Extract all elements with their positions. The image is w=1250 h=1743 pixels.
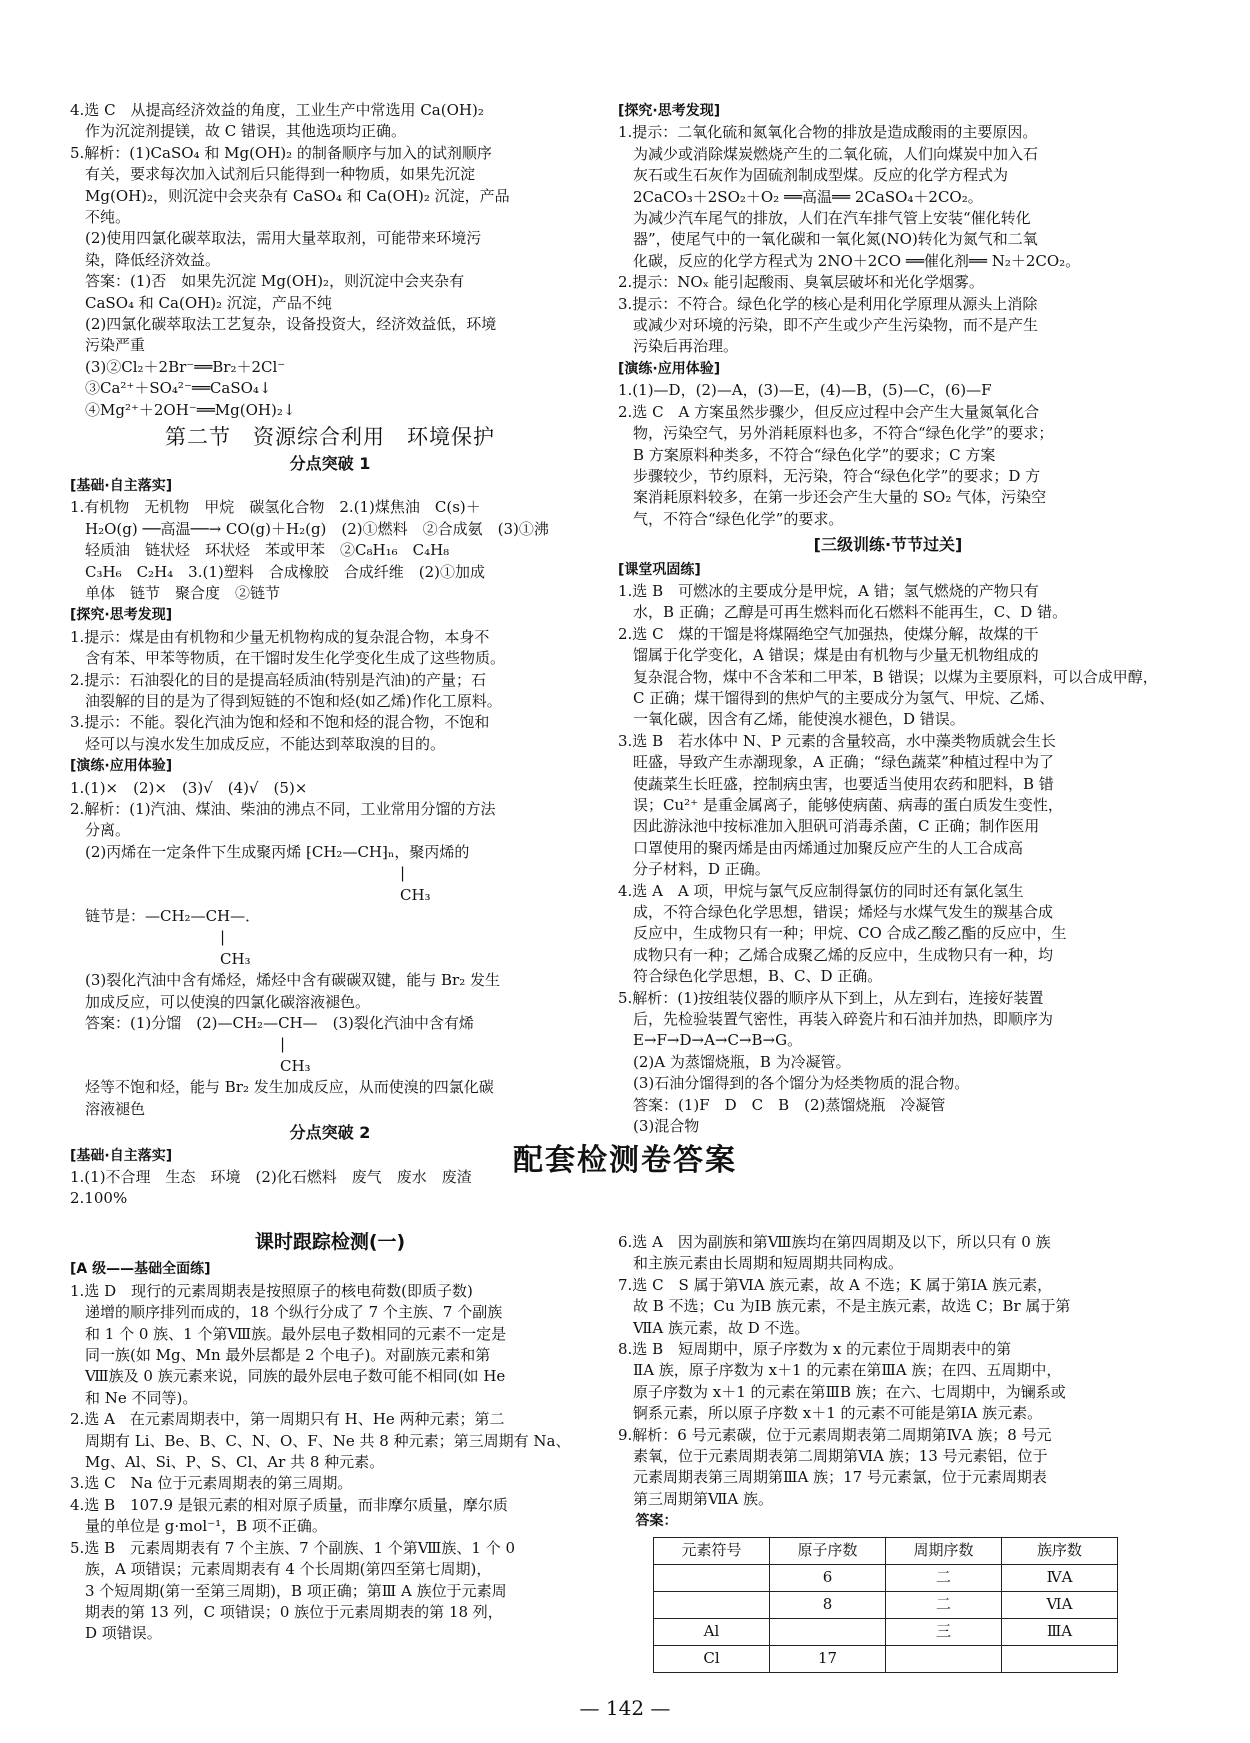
text-line: 烃等不饱和烃，能与 Br₂ 发生加成反应，从而使溴的四氯化碳 — [70, 1078, 494, 1097]
table-row — [654, 1591, 1118, 1618]
text-line: 和主族元素由长周期和短周期共同构成。 — [618, 1254, 904, 1273]
text-line: 3.选 B 若水体中 N、P 元素的含量较高，水中藻类物质就会生长 — [618, 731, 1056, 750]
text-line: (3)混合物 — [618, 1117, 700, 1136]
text-line: (2)使用四氯化碳萃取法，需用大量萃取剂，可能带来环境污 — [70, 229, 482, 248]
text-line: 符合绿色化学思想，B、C、D 正确。 — [618, 967, 883, 986]
text-line: 第三周期第ⅦA 族。 — [618, 1489, 773, 1508]
text-line: 含有苯、甲苯等物质，在干馏时发生化学变化生成了这些物质。 — [70, 649, 506, 668]
text-line: 器”，使尾气中的一氧化碳和一氧化氮(NO)转化为氮气和二氧 — [618, 230, 1038, 249]
text-line: 灰石或生石灰作为固硫剂制成型煤。反应的化学方程式为 — [618, 166, 1009, 185]
intro-answers — [70, 100, 590, 421]
table-cell: ⅣA — [1002, 1564, 1118, 1591]
text-line: 一氧化碳，因含有乙烯，能使溴水褪色，D 错误。 — [618, 710, 965, 729]
text-line: 故 B 不选；Cu 为ⅠB 族元素，不是主族元素，故选 C；Br 属于第 — [618, 1297, 1071, 1316]
text-line: 污染后再治理。 — [618, 337, 739, 356]
text-line: 8.选 B 短周期中，原子序数为 x 的元素位于周期表中的第 — [618, 1340, 1012, 1359]
text-line: 步骤较少，节约原料，无污染，符合“绿色化学”的要求；D 方 — [618, 466, 1041, 485]
text-line: 4.选 A A 项，甲烷与氯气反应制得氯仿的同时还有氯化氢生 — [618, 881, 1024, 900]
table-cell: ⅢA — [1002, 1618, 1118, 1645]
top-right-column — [618, 100, 1158, 1138]
text-line: (3)②Cl₂＋2Br⁻══Br₂＋2Cl⁻ — [70, 357, 286, 376]
text-line: 答案：(1)否 如果先沉淀 Mg(OH)₂，则沉淀中会夹杂有 — [70, 272, 465, 291]
text-line: 7.选 C S 属于第ⅥA 族元素，故 A 不选；K 属于第ⅠA 族元素， — [618, 1275, 1053, 1294]
text-line: ⅡA 族，原子序数为 x＋1 的元素在第ⅢA 族；在四、五周期中， — [618, 1361, 1062, 1380]
answer-table — [653, 1537, 1118, 1673]
table-header-cell: 族序数 — [1002, 1537, 1118, 1564]
text-line: 答案：(1)F D C B (2)蒸馏烧瓶 冷凝管 — [618, 1095, 946, 1114]
explore-block-1 — [70, 627, 590, 755]
text-line: H₂O(g) ──高温──→ CO(g)＋H₂(g) (2)①燃料 ②合成氨 (3)①沸 — [70, 519, 549, 538]
text-line: ④Mg²⁺＋2OH⁻══Mg(OH)₂↓ — [70, 400, 296, 419]
table-cell: Cl — [654, 1645, 770, 1672]
test-answers-left — [70, 1281, 590, 1645]
table-cell: 8 — [770, 1591, 886, 1618]
table-cell — [770, 1618, 886, 1645]
text-line: 5.解析：(1)CaSO₄ 和 Mg(OH)₂ 的制备顺序与加入的试剂顺序 — [70, 143, 492, 162]
test-title: 课时跟踪检测(一) — [254, 1231, 406, 1253]
text-line: C 正确；煤干馏得到的焦炉气的主要成分为氢气、甲烷、乙烯、 — [618, 688, 1055, 707]
text-line: 2CaCO₃＋2SO₂＋O₂ ══高温══ 2CaSO₄＋2CO₂。 — [618, 187, 983, 206]
text-line: (2)A 为蒸馏烧瓶，B 为冷凝管。 — [618, 1052, 851, 1071]
table-header-cell: 原子序数 — [770, 1537, 886, 1564]
text-line: B 方案原料种类多，不符合“绿色化学”的要求；C 方案 — [618, 445, 996, 464]
text-line: 油裂解的目的是为了得到短链的不饱和烃(如乙烯)作化工原料。 — [70, 691, 502, 710]
text-line: 成物只有一种；乙烯合成聚乙烯的反应中，生成物只有一种，均 — [618, 945, 1054, 964]
text-line: 1.提示：煤是由有机物和少量无机物构成的复杂混合物，本身不 — [70, 627, 490, 646]
class-label: [课堂巩固练] — [618, 561, 701, 578]
text-line: 2.100% — [70, 1189, 128, 1208]
text-line: 1.(1)× (2)× (3)√ (4)√ (5)× — [70, 778, 308, 797]
sub-heading-2: 分点突破 2 — [289, 1123, 371, 1143]
table-cell: 二 — [886, 1591, 1002, 1618]
text-line: 分子材料，D 正确。 — [618, 860, 770, 879]
text-line: 答案：(1)分馏 (2)—CH₂—CH— (3)裂化汽油中含有烯 — [70, 1014, 474, 1033]
text-line: (3)石油分馏得到的各个馏分为烃类物质的混合物。 — [618, 1074, 970, 1093]
text-line: 成，不符合绿色化学思想，错误；烯烃与水煤气发生的羰基合成 — [618, 903, 1054, 922]
text-line: 2.选 A 在元素周期表中，第一周期只有 H、He 两种元素；第二 — [70, 1410, 505, 1429]
table-header-cell: 元素符号 — [654, 1537, 770, 1564]
training-heading: [三级训练·节节过关] — [813, 535, 963, 555]
text-line: 或减少对环境的污染，即不产生或少产生污染物，而不是产生 — [618, 316, 1039, 335]
table-row — [654, 1645, 1118, 1672]
text-line: 使蔬菜生长旺盛，控制病虫害，也要适当使用农药和肥料，B 错 — [618, 774, 1054, 793]
page-number: — 142 — — [579, 1696, 671, 1720]
table-cell: Al — [654, 1618, 770, 1645]
text-line: 污染严重 — [70, 336, 146, 355]
text-line: 1.(1)—D，(2)—A，(3)—E，(4)—B，(5)—C，(6)—F — [618, 381, 992, 400]
text-line: 加成反应，可以使溴的四氯化碳溶液褪色。 — [70, 992, 371, 1011]
bottom-left-column — [70, 1232, 590, 1645]
answer-label: 答案： — [635, 1513, 678, 1530]
text-line: 5.选 B 元素周期表有 7 个主族、7 个副族、1 个第Ⅷ族、1 个 0 — [70, 1538, 516, 1557]
practice-block-2 — [618, 380, 1158, 530]
text-line: 2.提示：石油裂化的目的是提高轻质油(特别是汽油)的产量；石 — [70, 670, 487, 689]
text-line: 不纯。 — [70, 208, 131, 227]
table-cell — [654, 1564, 770, 1591]
text-line: 复杂混合物，煤中不含苯和二甲苯，B 错误；以煤为主要原料，可以合成甲醇， — [618, 667, 1158, 686]
text-line: 3 个短周期(第一至第三周期)，B 项正确；第Ⅲ A 族位于元素周 — [70, 1581, 507, 1600]
text-line: 化碳，反应的化学方程式为 2NO＋2CO ══催化剂══ N₂＋2CO₂。 — [618, 251, 1081, 270]
text-line: D 项错误。 — [70, 1624, 162, 1643]
table-cell: 三 — [886, 1618, 1002, 1645]
text-line: 5.解析：(1)按组装仪器的顺序从下到上，从左到右，连接好装置 — [618, 988, 1044, 1007]
text-line: 量的单位是 g·mol⁻¹，B 项不正确。 — [70, 1517, 327, 1536]
basic-block-1 — [70, 497, 590, 604]
practice-label-2: [演练·应用体验] — [618, 360, 721, 377]
text-line: | — [70, 864, 406, 883]
text-line: 3.提示：不能。裂化汽油为饱和烃和不饱和烃的混合物，不饱和 — [70, 713, 490, 732]
text-line: 族，A 项错误；元素周期表有 4 个长周期(第四至第七周期)， — [70, 1560, 492, 1579]
text-line: (2)四氯化碳萃取法工艺复杂，设备投资大，经济效益低，环境 — [70, 315, 497, 334]
text-line: 周期有 Li、Be、B、C、N、O、F、Ne 共 8 种元素；第三周期有 Na、 — [70, 1431, 571, 1450]
class-block — [618, 581, 1158, 1138]
text-line: 1.(1)不合理 生态 环境 (2)化石燃料 废气 废水 废渣 — [70, 1167, 472, 1186]
test-answers-right — [618, 1232, 1158, 1510]
practice-block-1 — [70, 778, 590, 1121]
text-line: 4.选 B 107.9 是银元素的相对原子质量，而非摩尔质量，摩尔质 — [70, 1495, 508, 1514]
text-line: 案消耗原料较多，在第一步还会产生大量的 SO₂ 气体，污染空 — [618, 488, 1047, 507]
text-line: CH₃ — [70, 885, 431, 904]
text-line: 1.选 D 现行的元素周期表是按照原子的核电荷数(即质子数) — [70, 1281, 473, 1300]
practice-label-1: [演练·应用体验] — [70, 758, 173, 775]
top-left-column — [70, 100, 590, 1210]
text-line: CH₃ — [70, 949, 251, 968]
text-line: (2)丙烯在一定条件下生成聚丙烯 ⁅CH₂—CH⁆ₙ，聚丙烯的 — [70, 842, 470, 861]
text-line: 9.解析：6 号元素碳，位于元素周期表第二周期第ⅣA 族；8 号元 — [618, 1425, 1052, 1444]
text-line: 后，先检验装置气密性，再装入碎瓷片和石油并加热，即顺序为 — [618, 1010, 1054, 1029]
text-line: 素氧，位于元素周期表第二周期第ⅥA 族；13 号元素铝，位于 — [618, 1447, 1048, 1466]
basic-block-2 — [70, 1167, 590, 1210]
basic-label-1: [基础·自主落实] — [70, 477, 173, 494]
text-line: 锕系元素，所以原子序数 x＋1 的元素不可能是第ⅠA 族元素。 — [618, 1404, 1043, 1423]
text-line: CaSO₄ 和 Ca(OH)₂ 沉淀，产品不纯 — [70, 293, 332, 312]
text-line: 误；Cu²⁺ 是重金属离子，能够使病菌、病毒的蛋白质发生变性， — [618, 796, 1063, 814]
text-line: Ⅷ族及 0 族元素来说，同族的最外层电子数可能不相同(如 He — [70, 1367, 506, 1386]
text-line: 染，降低经济效益。 — [70, 250, 221, 269]
text-line: Mg(OH)₂，则沉淀中会夹杂有 CaSO₄ 和 Ca(OH)₂ 沉淀，产品 — [70, 186, 510, 205]
text-line: C₃H₆ C₂H₄ 3.(1)塑料 合成橡胶 合成纤维 (2)①加成 — [70, 562, 485, 581]
text-line: 水，B 正确；乙醇是可再生燃料而化石燃料不能再生，C、D 错。 — [618, 603, 1068, 622]
text-line: 为减少汽车尾气的排放，人们在汽车排气管上安装“催化转化 — [618, 209, 1031, 228]
text-line: 2.解析：(1)汽油、煤油、柴油的沸点不同，工业常用分馏的方法 — [70, 800, 496, 818]
text-line: 为减少或消除煤炭燃烧产生的二氧化硫，人们向煤炭中加入石 — [618, 144, 1039, 163]
explore-label-2: [探究·思考发现] — [618, 103, 721, 119]
text-line: E→F→D→A→C→B→G。 — [618, 1031, 803, 1050]
table-row — [654, 1564, 1118, 1591]
level-label: [A 级——基础全面练] — [70, 1261, 211, 1278]
table-cell: 6 — [770, 1564, 886, 1591]
sub-heading-1: 分点突破 1 — [289, 453, 371, 473]
text-line: Mg、Al、Si、P、S、Cl、Ar 共 8 种元素。 — [70, 1453, 385, 1472]
table-cell: ⅥA — [1002, 1591, 1118, 1618]
text-line: 物，污染空气，另外消耗原料也多，不符合“绿色化学”的要求； — [618, 424, 1054, 443]
text-line: 口罩使用的聚丙烯是由丙烯通过加聚反应产生的人工合成高 — [618, 838, 1024, 857]
text-line: 递增的顺序排列而成的，18 个纵行分成了 7 个主族、7 个副族 — [70, 1303, 503, 1322]
explore-block-2 — [618, 122, 1158, 357]
text-line: 6.选 A 因为副族和第Ⅷ族均在第四周期及以下，所以只有 0 族 — [618, 1233, 1051, 1251]
table-cell — [654, 1591, 770, 1618]
text-line: 链节是：—CH₂—CH—． — [70, 907, 261, 926]
explore-label-1: [探究·思考发现] — [70, 607, 173, 624]
text-line: 4.选 C 从提高经济效益的角度，工业生产中常选用 Ca(OH)₂ — [70, 101, 484, 119]
text-line: 有关，要求每次加入试剂后只能得到一种物质，如果先沉淀 — [70, 165, 476, 184]
text-line: 1.选 B 可燃冰的主要成分是甲烷，A 错；氢气燃烧的产物只有 — [618, 581, 1039, 600]
text-line: 反应中，生成物只有一种；甲烷、CO 合成乙酸乙酯的反应中，生 — [618, 924, 1067, 943]
text-line: 2.提示：NOₓ 能引起酸雨、臭氧层破坏和光化学烟雾。 — [618, 273, 984, 292]
text-line: 因此游泳池中按标准加入胆矾可消毒杀菌，C 正确；制作医用 — [618, 817, 1040, 836]
text-line: 3.提示：不符合。绿色化学的核心是利用化学原理从源头上消除 — [618, 294, 1038, 313]
text-line: 期表的第 13 列，C 项错误；0 族位于元素周期表的第 18 列， — [70, 1602, 503, 1621]
text-line: (3)裂化汽油中含有烯烃，烯烃中含有碳碳双键，能与 Br₂ 发生 — [70, 971, 500, 990]
table-cell: 二 — [886, 1564, 1002, 1591]
text-line: 1.有机物 无机物 甲烷 碳氢化合物 2.(1)煤焦油 C(s)＋ — [70, 498, 481, 517]
text-line: | — [70, 928, 226, 947]
section-title: 第二节 资源综合利用 环境保护 — [165, 425, 495, 450]
text-line: 分离。 — [70, 821, 131, 840]
table-cell: 17 — [770, 1645, 886, 1672]
text-line: 单体 链节 聚合度 ②链节 — [70, 583, 281, 602]
text-line: 和 1 个 0 族、1 个第Ⅷ族。最外层电子数相同的元素不一定是 — [70, 1324, 507, 1343]
table-header-cell: 周期序数 — [886, 1537, 1002, 1564]
text-line: 轻质油 链状烃 环状烃 苯或甲苯 ②C₈H₁₆ C₄H₈ — [70, 541, 450, 560]
text-line: 旺盛，导致产生赤潮现象，A 正确；“绿色蔬菜”种植过程中为了 — [618, 753, 1054, 772]
text-line: CH₃ — [70, 1056, 311, 1075]
text-line: 同一族(如 Mg、Mn 最外层都是 2 个电子)。对副族元素和第 — [70, 1346, 491, 1365]
text-line: 原子序数为 x＋1 的元素在第ⅢB 族；在六、七周期中，为镧系或 — [618, 1382, 1066, 1401]
text-line: 1.提示：二氧化硫和氮氧化合物的排放是造成酸雨的主要原因。 — [618, 123, 1038, 142]
basic-label-2: [基础·自主落实] — [70, 1147, 173, 1164]
table-cell — [1002, 1645, 1118, 1672]
text-line: 馏属于化学变化，A 错误；煤是由有机物与少量无机物组成的 — [618, 646, 1039, 665]
text-line: 3.选 C Na 位于元素周期表的第三周期。 — [70, 1474, 353, 1493]
text-line: 作为沉淀剂提镁，故 C 错误，其他选项均正确。 — [70, 122, 407, 141]
text-line: 溶液褪色 — [70, 1099, 146, 1118]
table-row — [654, 1618, 1118, 1645]
bottom-right-column — [618, 1232, 1158, 1673]
text-line: 2.选 C 煤的干馏是将煤隔绝空气加强热，使煤分解，故煤的干 — [618, 624, 1039, 643]
table-header-row — [654, 1537, 1118, 1564]
main-title: 配套检测卷答案 — [513, 1143, 737, 1178]
text-line: 烃可以与溴水发生加成反应，不能达到萃取溴的目的。 — [70, 734, 446, 753]
table-cell — [886, 1645, 1002, 1672]
text-line: | — [70, 1035, 286, 1054]
text-line: ⅦA 族元素，故 D 不选。 — [618, 1318, 810, 1337]
text-line: 元素周期表第三周期第ⅢA 族；17 号元素氯，位于元素周期表 — [618, 1468, 1047, 1487]
text-line: 和 Ne 不同等)。 — [70, 1388, 198, 1407]
text-line: ③Ca²⁺＋SO₄²⁻══CaSO₄↓ — [70, 379, 272, 398]
text-line: 气，不符合“绿色化学”的要求。 — [618, 509, 844, 528]
text-line: 2.选 C A 方案虽然步骤少，但反应过程中会产生大量氮氧化合 — [618, 402, 1040, 421]
